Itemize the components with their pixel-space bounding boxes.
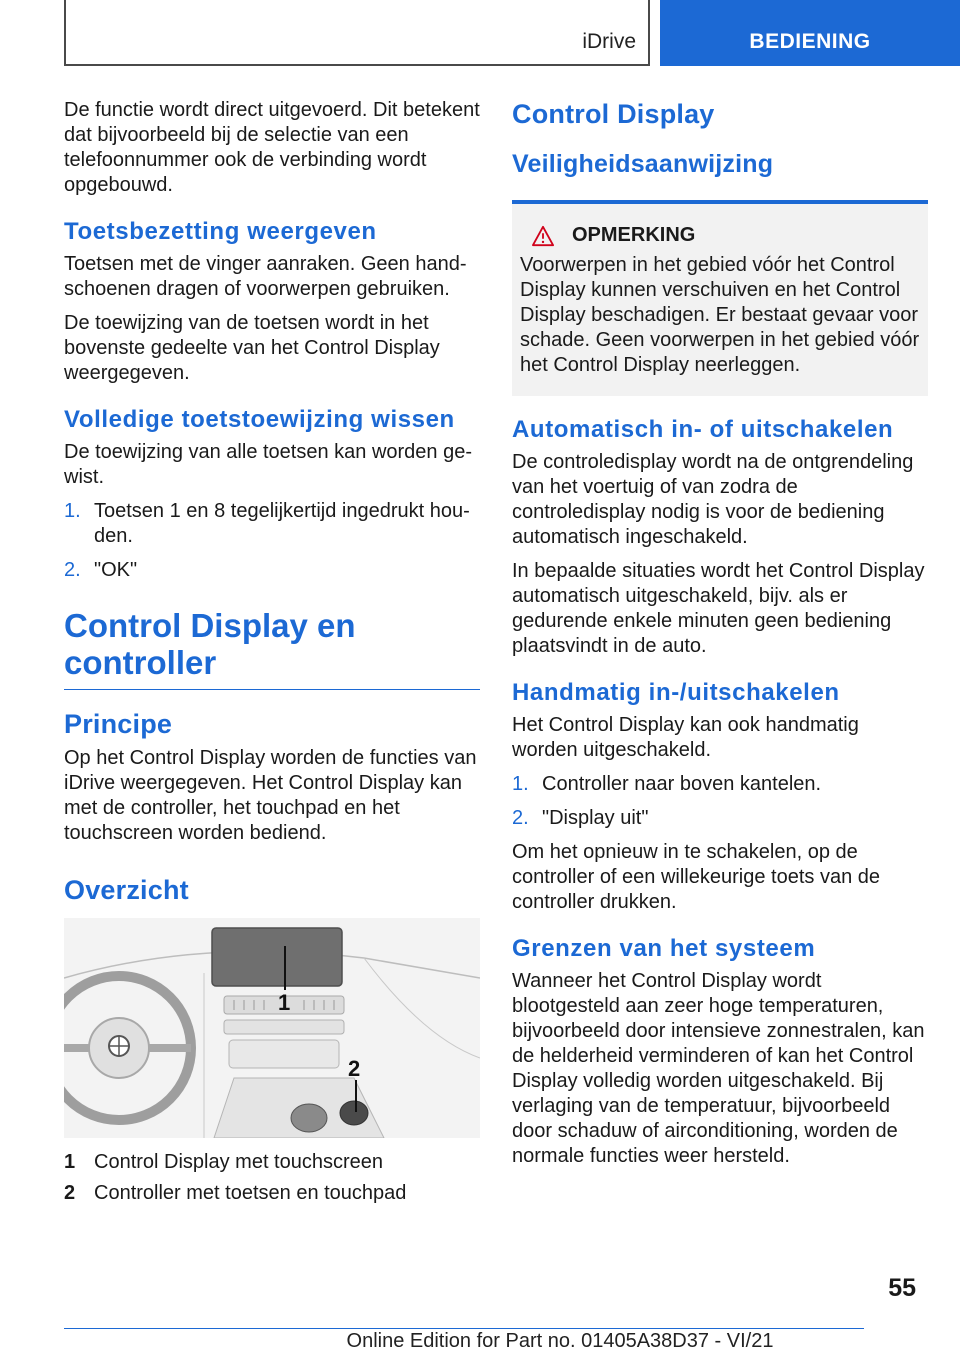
paragraph: De toewijzing van alle toetsen kan worden gewist. — [64, 441, 473, 488]
list-item — [64, 558, 480, 583]
heading-grenzen: Grenzen van het systeem — [512, 935, 816, 962]
paragraph: De toewijzing van de toetsen wordt in het bovenste gedeelte van het Control Display weergegeven. — [64, 312, 440, 384]
legend-number: 2 — [64, 1182, 76, 1204]
step-text: Controller naar boven kantelen. — [542, 773, 822, 795]
list-item — [512, 772, 928, 797]
notice-title: OPMERKING — [572, 224, 696, 246]
paragraph: Het Control Display kan ook handmatig worden uitgeschakeld. — [512, 714, 859, 761]
header-bar — [64, 0, 650, 66]
step-text: Toetsen 1 en 8 tegelijkertijd ingedrukt houden. — [94, 500, 470, 547]
step-number: 2. — [512, 807, 529, 829]
notice-title-row — [520, 224, 920, 247]
callout-1: 1 — [278, 990, 291, 1015]
step-number: 1. — [512, 773, 529, 795]
footer-edition: Online Edition for Part no. 01405A38D37 - VI/21 — [346, 1330, 774, 1352]
section-tab-label: BEDIENING — [749, 30, 871, 53]
chapter-title: Control Display en controller — [64, 607, 480, 690]
paragraph: Toetsen met de vinger aanraken. Geen handschoenen dragen of voorwerpen gebruiken. — [64, 253, 467, 300]
heading-automatisch: Automatisch in- of uitschakelen — [512, 416, 894, 443]
legend-item — [64, 1150, 480, 1175]
heading-toetstoewijzing-wissen: Volledige toetstoewijzing wissen — [64, 406, 455, 433]
notice-text: Voorwerpen in het gebied vóór het Control Display kunnen verschuiven en het Control Display beschadigen. Er bestaat gevaar voor schade. Geen voorwerpen in het gebied vóór het Control Display neerleggen. — [520, 254, 920, 376]
legend-text: Control Display met touchscreen — [94, 1151, 384, 1173]
footer-divider — [64, 1328, 864, 1329]
legend-number: 1 — [64, 1151, 76, 1173]
warning-triangle-icon — [532, 225, 554, 247]
heading-toetsbezetting: Toetsbezetting weergeven — [64, 218, 377, 245]
warning-notice — [512, 200, 928, 396]
figure-legend — [64, 1150, 480, 1206]
heading-handmatig: Handmatig in-/uitschakelen — [512, 679, 840, 706]
step-text: "Display uit" — [542, 807, 649, 829]
step-text: "OK" — [94, 559, 138, 581]
paragraph: De controledisplay wordt na de ontgrendeling van het voertuig of van zodra de controledisplay nodig is voor de bediening automatisch ingeschakeld. — [512, 451, 914, 548]
page-number: 55 — [888, 1274, 916, 1302]
list-item — [512, 806, 928, 831]
breadcrumb: iDrive — [582, 30, 636, 53]
cockpit-illustration — [64, 918, 480, 1138]
step-number: 2. — [64, 559, 81, 581]
heading-veiligheidsaanwijzing: Veiligheidsaanwijzing — [512, 150, 774, 178]
heading-overzicht: Overzicht — [64, 875, 189, 905]
heading-control-display: Control Display — [512, 99, 715, 129]
left-column — [64, 98, 480, 1212]
paragraph: In bepaalde situaties wordt het Control Display automatisch uitgeschakeld, bijv. als er gedurende enkele minuten geen bediening plaatsvindt in de auto. — [512, 560, 925, 657]
paragraph: Wanneer het Control Display wordt blootgesteld aan zeer hoge temperaturen, bijvoorbeeld door intensieve zonnestralen, kan de helderheid verminderen of kan het Control Display volledig worden uitgeschakeld. Bij verlaging van de temperatuur, bijvoorbeeld door schaduw of airconditioning, worden de normale functies weer hersteld. — [512, 970, 925, 1167]
callout-2: 2 — [348, 1056, 361, 1081]
cockpit-drawing — [64, 918, 480, 1138]
section-tab — [660, 0, 960, 66]
legend-item — [64, 1181, 480, 1206]
steps-list — [512, 772, 928, 831]
heading-principe: Principe — [64, 709, 173, 739]
right-column — [512, 98, 928, 1178]
legend-text: Controller met toetsen en touchpad — [94, 1182, 407, 1204]
step-number: 1. — [64, 500, 81, 522]
intro-paragraph: De functie wordt direct uitgevoerd. Dit betekent dat bijvoorbeeld bij de selectie van een telefoonnummer ook de verbinding wordt opgebouwd. — [64, 99, 480, 196]
paragraph: Om het opnieuw in te schakelen, op de controller of een willekeurige toets van de controller drukken. — [512, 841, 880, 913]
paragraph: Op het Control Display worden de functies van iDrive weergegeven. Het Control Display kan met de controller, het touchpad en het touchscreen worden bediend. — [64, 747, 477, 844]
list-item — [64, 499, 480, 549]
steps-list — [64, 499, 480, 583]
